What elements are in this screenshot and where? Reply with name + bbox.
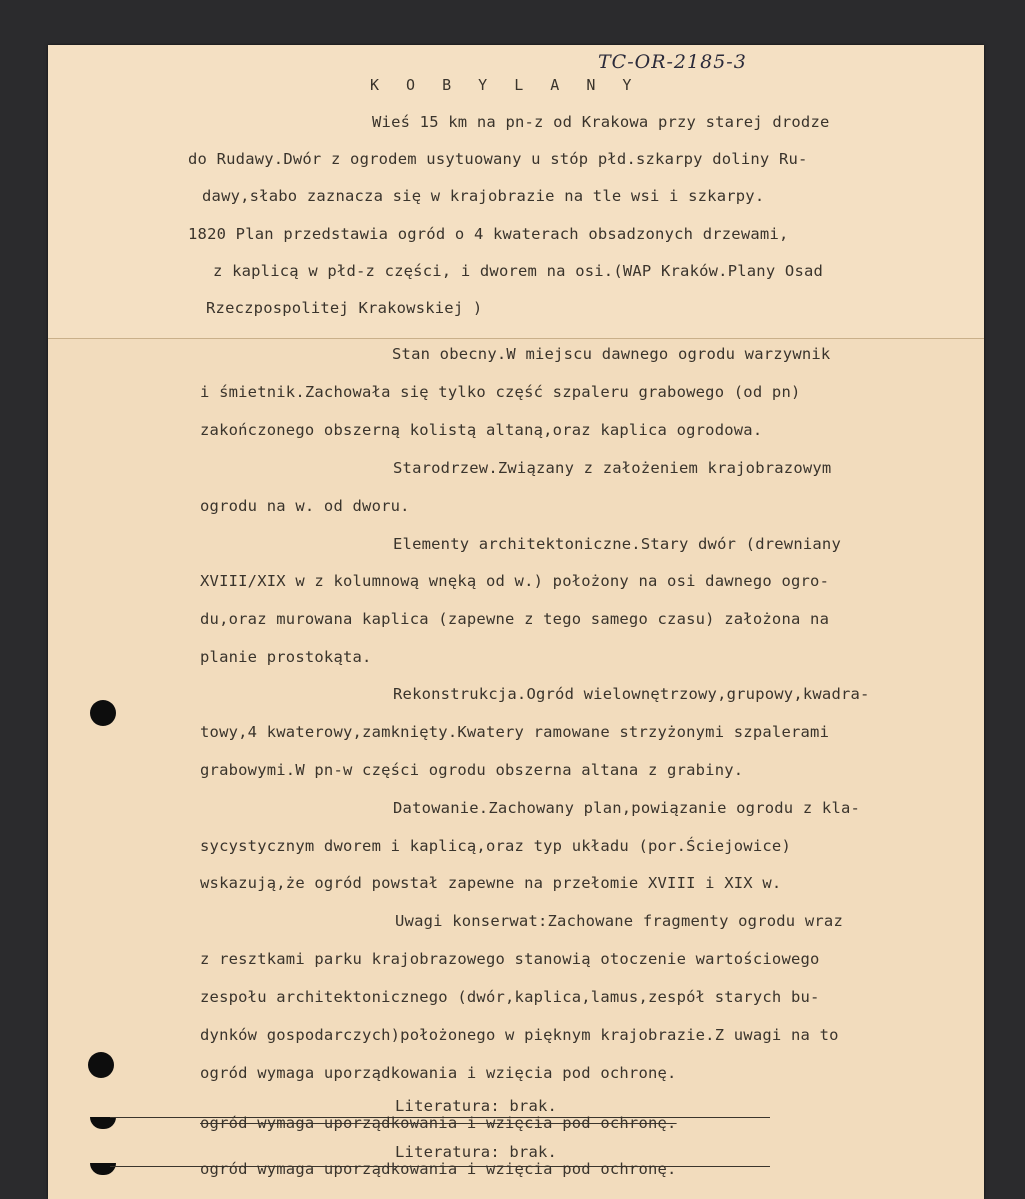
text-line: sycystycznym dworem i kaplicą,oraz typ układu (por.Ściejowice) (200, 837, 791, 855)
punch-hole (88, 1052, 114, 1078)
text-line: 1820 Plan przedstawia ogród o 4 kwaterach obsadzonych drzewami, (188, 225, 789, 243)
text-line: du,oraz murowana kaplica (zapewne z tego samego czasu) założona na (200, 610, 830, 628)
text-line: Wieś 15 km na pn-z od Krakowa przy starej drodze (372, 113, 830, 131)
text-line: Rzeczpospolitej Krakowskiej ) (206, 299, 483, 317)
text-line: Datowanie.Zachowany plan,powiązanie ogrodu z kla- (393, 799, 861, 817)
document-title: K O B Y L A N Y (370, 76, 641, 94)
text-line: z kaplicą w płd-z części, i dworem na osi.(WAP Kraków.Plany Osad (213, 262, 824, 280)
text-line: Rekonstrukcja.Ogród wielownętrzowy,grupowy,kwadra- (393, 685, 870, 703)
text-line: ogród wymaga uporządkowania i wzięcia pod ochronę. (200, 1114, 677, 1132)
text-line: wskazują,że ogród powstał zapewne na przełomie XVIII i XIX w. (200, 874, 782, 892)
text-line: Literatura: brak. (395, 1097, 558, 1115)
text-line: Uwagi konserwat:Zachowane fragmenty ogrodu wraz (395, 912, 843, 930)
text-line: towy,4 kwaterowy,zamknięty.Kwatery ramowane strzyżonymi szpalerami (200, 723, 830, 741)
text-line: do Rudawy.Dwór z ogrodem usytuowany u stóp płd.szkarpy doliny Ru- (188, 150, 808, 168)
text-line: ogrodu na w. od dworu. (200, 497, 410, 515)
text-line: ogród wymaga uporządkowania i wzięcia pod ochronę. (200, 1160, 677, 1178)
text-line: z resztkami parku krajobrazowego stanowią otoczenie wartościowego (200, 950, 820, 968)
text-line: Literatura: brak. (395, 1143, 558, 1161)
text-line: XVIII/XIX w z kolumnową wnęką od w.) położony na osi dawnego ogro- (200, 572, 830, 590)
text-line: zespołu architektonicznego (dwór,kaplica,lamus,zespół starych bu- (200, 988, 820, 1006)
text-line: grabowymi.W pn-w części ogrodu obszerna altana z grabiny. (200, 761, 744, 779)
reference-code: TC-OR-2185-3 (598, 51, 747, 73)
text-line: zakończonego obszerną kolistą altaną,oraz kaplica ogrodowa. (200, 421, 763, 439)
text-line: dawy,słabo zaznacza się w krajobrazie na tle wsi i szkarpy. (202, 187, 765, 205)
text-line: i śmietnik.Zachowała się tylko część szpaleru grabowego (od pn) (200, 383, 801, 401)
text-line: planie prostokąta. (200, 648, 372, 666)
text-line: Starodrzew.Związany z założeniem krajobrazowym (393, 459, 832, 477)
text-line: dynków gospodarczych)położonego w pięknym krajobrazie.Z uwagi na to (200, 1026, 839, 1044)
text-line: Stan obecny.W miejscu dawnego ogrodu warzywnik (392, 345, 831, 363)
text-line: ogród wymaga uporządkowania i wzięcia pod ochronę. (200, 1064, 677, 1082)
text-line: Elementy architektoniczne.Stary dwór (drewniany (393, 535, 841, 553)
punch-hole (90, 700, 116, 726)
